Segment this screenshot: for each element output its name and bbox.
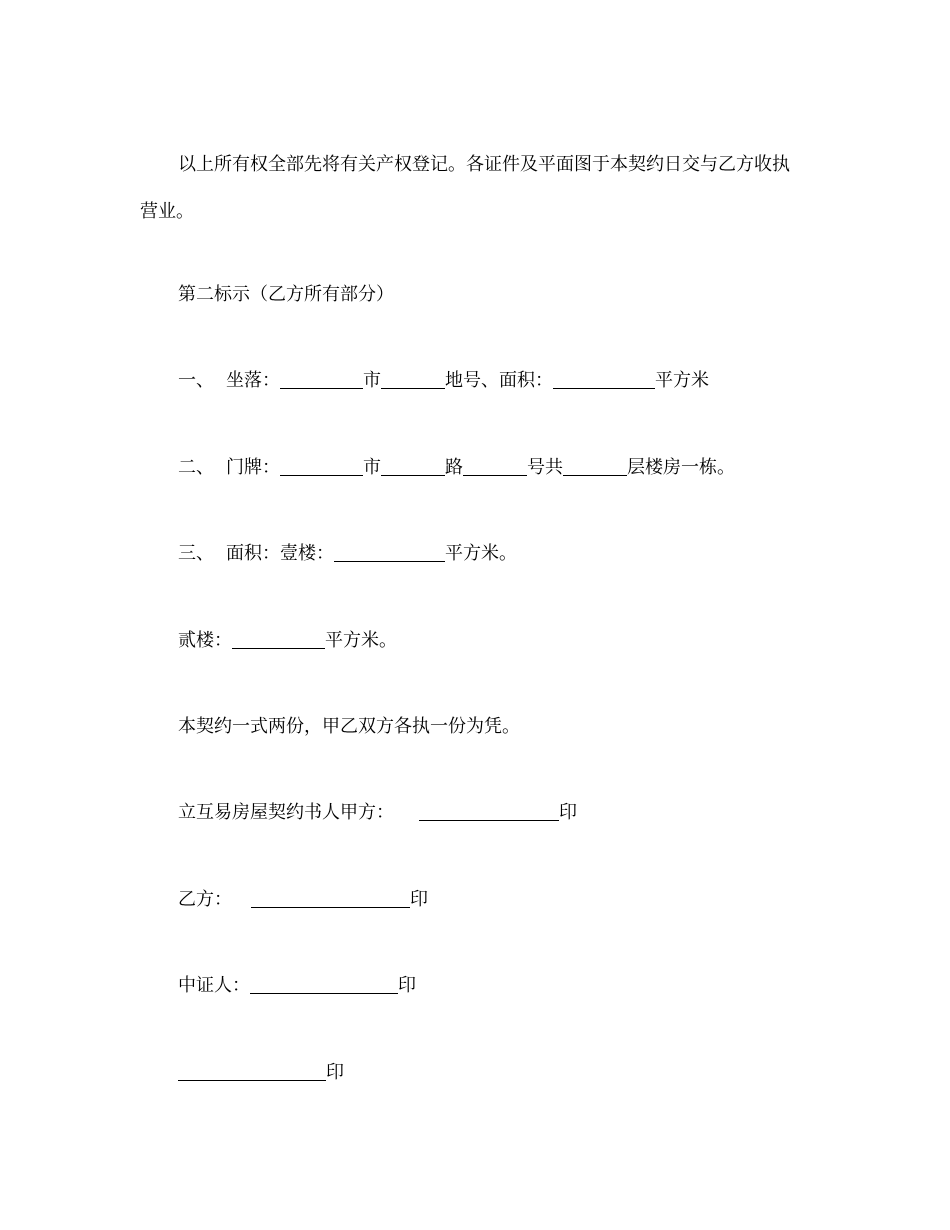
floor2-label: 贰楼： <box>178 630 232 651</box>
seal-text: 印 <box>398 975 416 996</box>
seal-text: 印 <box>326 1062 344 1083</box>
floor2-blank <box>232 630 325 649</box>
item-label: 门牌： <box>226 457 280 478</box>
signature-witness <box>178 974 416 998</box>
item-number: 二、 <box>178 457 214 478</box>
section-title <box>178 283 394 307</box>
witness-blank <box>250 975 398 994</box>
text-city: 市 <box>363 457 381 478</box>
text-unit: 平方米。 <box>325 630 397 651</box>
road-blank <box>381 457 445 476</box>
text-city: 市 <box>363 370 381 391</box>
seal-text: 印 <box>410 889 428 910</box>
text-lot-area: 地号、面积： <box>445 370 553 391</box>
floor1-blank <box>334 543 445 562</box>
signature-party-b <box>178 888 428 912</box>
paragraph-text: 以上所有权全部先将有关产权登记。各证件及平面图于本契约日交与乙方收执 <box>178 154 790 175</box>
extra-blank <box>178 1062 326 1081</box>
party-a-label: 立互易房屋契约书人甲方： <box>178 802 394 823</box>
item-number: 一、 <box>178 370 214 391</box>
signature-party-a <box>178 801 577 825</box>
copies-line <box>178 715 520 739</box>
area-blank <box>553 370 655 389</box>
paragraph-line-1 <box>178 153 790 177</box>
party-b-label: 乙方： <box>178 889 232 910</box>
witness-label: 中证人： <box>178 975 250 996</box>
lot-blank <box>381 370 445 389</box>
paragraph-text: 营业。 <box>140 201 194 222</box>
floor2-line <box>178 629 397 653</box>
text-unit: 平方米。 <box>445 543 517 564</box>
item-address <box>178 456 735 480</box>
signature-extra <box>178 1061 344 1085</box>
item-number: 三、 <box>178 543 214 564</box>
item-label: 面积：壹楼： <box>226 543 334 564</box>
copies-text: 本契约一式两份，甲乙双方各执一份为凭。 <box>178 716 520 737</box>
item-location <box>178 369 709 393</box>
number-blank <box>463 457 527 476</box>
section-title-text: 第二标示（乙方所有部分） <box>178 284 394 305</box>
party-a-blank <box>419 802 559 821</box>
item-area <box>178 542 517 566</box>
text-number: 号共 <box>527 457 563 478</box>
floors-blank <box>563 457 627 476</box>
seal-text: 印 <box>559 802 577 823</box>
item-label: 坐落： <box>226 370 280 391</box>
party-b-blank <box>251 889 410 908</box>
city-blank <box>280 370 363 389</box>
city-blank <box>280 457 363 476</box>
text-road: 路 <box>445 457 463 478</box>
paragraph-line-2 <box>140 200 194 224</box>
text-unit: 平方米 <box>655 370 709 391</box>
text-building: 层楼房一栋。 <box>627 457 735 478</box>
